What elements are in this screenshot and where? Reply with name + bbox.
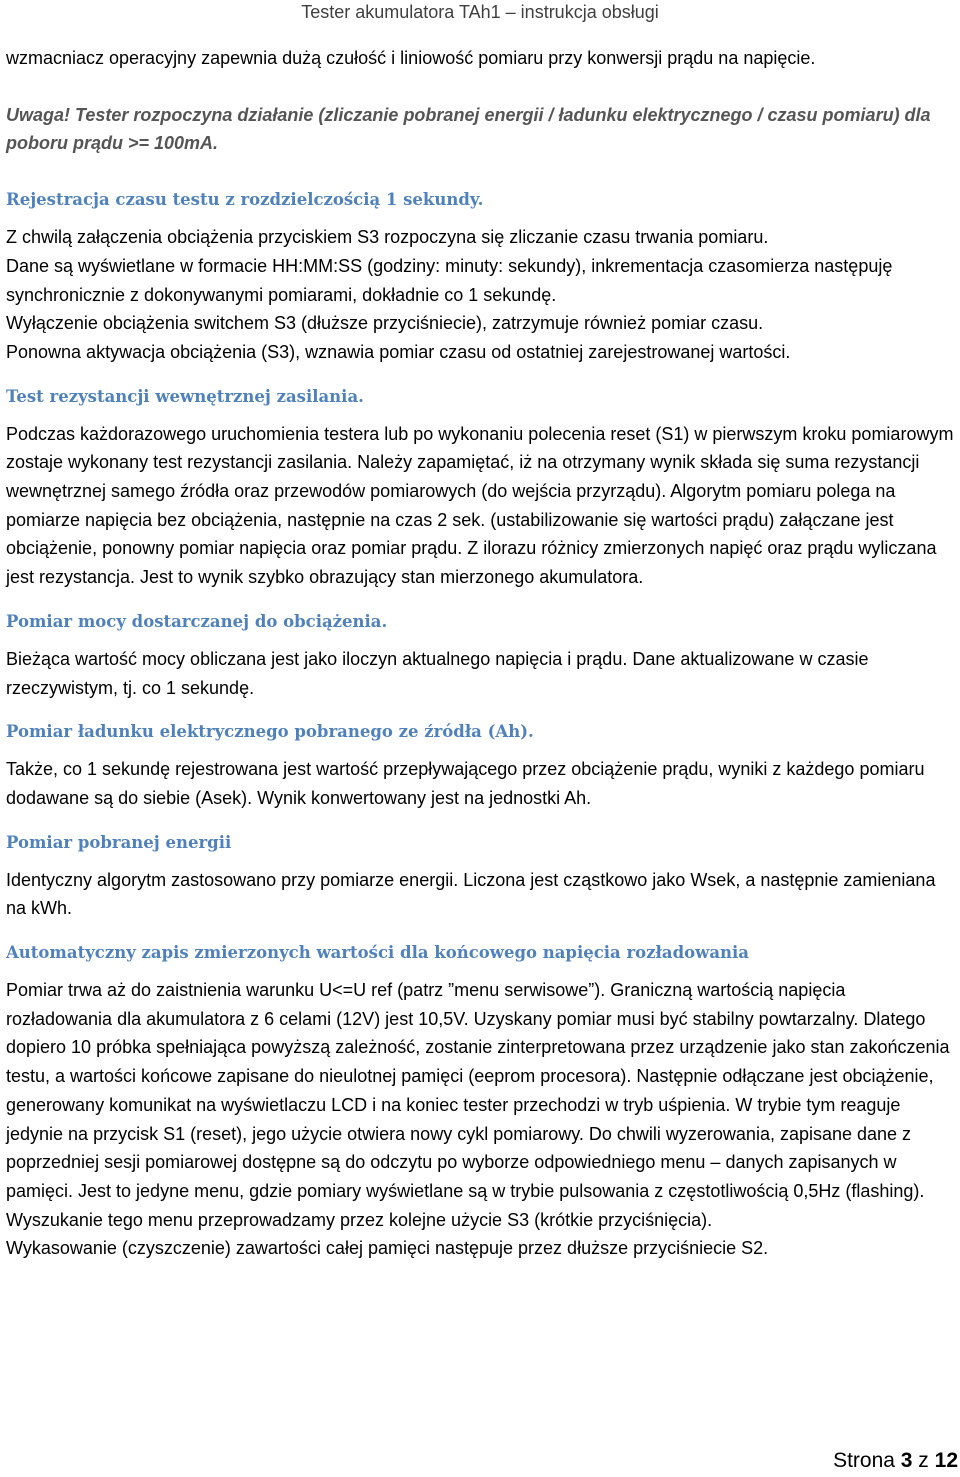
page-number-separator: z bbox=[912, 1449, 935, 1472]
section-energy bbox=[6, 829, 954, 923]
section-resistance bbox=[6, 383, 954, 592]
paragraph: Podczas każdorazowego uruchomienia testera lub po wykonaniu polecenia reset (S1) w pierwszym kroku pomiarowym zostaje wykonany test rezystancji zasilania. Należy zapamiętać, iż na otrzymany wynik składa się suma rezystancji wewnętrznej samego źródła oraz przewodów pomiarowych (do wejścia przyrządu). Algorytm pomiaru polega na pomiarze napięcia bez obciążenia, następnie na czas 2 sek. (ustabilizowanie się wartości prądu) załączane jest obciążenie, ponowny pomiar napięcia oraz pomiar prądu. Z ilorazu różnicy zmierzonych napięć oraz prądu wyliczana jest rezystancja. Jest to wynik szybko obrazujący stan mierzonego akumulatora. bbox=[6, 423, 954, 588]
page-content bbox=[6, 44, 954, 1263]
paragraph: Bieżąca wartość mocy obliczana jest jako iloczyn aktualnego napięcia i prądu. Dane aktualizowane w czasie rzeczywistym, tj. co 1 sekundę. bbox=[6, 648, 869, 698]
section-heading: Pomiar ładunku elektrycznego pobranego ze źródła (Ah). bbox=[6, 722, 534, 742]
section-heading: Pomiar pobranej energii bbox=[6, 832, 232, 852]
paragraph: Także, co 1 sekundę rejestrowana jest wartość przepływającego przez obciążenie prądu, wyniki z każdego pomiaru dodawane są do siebie (Asek). Wynik konwertowany jest na jednostki Ah. bbox=[6, 759, 925, 808]
total-pages: 12 bbox=[934, 1449, 958, 1472]
paragraph: Wyłączenie obciążenia switchem S3 (dłuższe przyciśniecie), zatrzymuje również pomiar czasu. bbox=[6, 313, 764, 334]
section-autosave bbox=[6, 939, 954, 1263]
page-header: Tester akumulatora TAh1 – instrukcja obsługi bbox=[301, 2, 659, 22]
page-number-prefix: Strona bbox=[833, 1449, 901, 1472]
paragraph: Pomiar trwa aż do zaistnienia warunku U<=U ref (patrz ”menu serwisowe”). Graniczną wartością napięcia rozładowania dla akumulatora z 6 celami (12V) jest 10,5V. Uzyskany pomiar musi być stabilny powtarzalny. Dlatego dopiero 10 próbka spełniająca powyższą zależność, zostanie zinterpretowana przez urządzenie jako stan zakończenia testu, a wartości końcowe zapisane do nieulotnej pamięci (eeprom procesora). Następnie odłączane jest obciążenie, generowany komunikat na wyświetlaczu LCD i na koniec tester przechodzi w tryb uśpienia. W trybie tym reaguje jedynie na przycisk S1 (reset), jego użycie otwiera nowy cykl pomiarowy. Do chwili wyzerowania, zapisane dane z poprzedniej sesji pomiarowej dostępne są do odczytu po wyborze odpowiedniego menu – danych zapisanych w pamięci. Jest to jedyne menu, gdzie pomiary wyświetlane są w trybie pulsowania z częstotliwością 0,5Hz (flashing). Wyszukanie tego menu przeprowadzamy przez kolejne użycie S3 (krótkie przyciśnięcia). bbox=[6, 980, 950, 1230]
section-power bbox=[6, 608, 954, 702]
paragraph: Wykasowanie (czyszczenie) zawartości całej pamięci następuje przez dłuższe przyciśniecie S2. bbox=[6, 1238, 769, 1259]
page-number bbox=[833, 1449, 958, 1473]
paragraph: Ponowna aktywacja obciążenia (S3), wznawia pomiar czasu od ostatniej zarejestrowanej wartości. bbox=[6, 341, 791, 362]
paragraph: Identyczny algorytm zastosowano przy pomiarze energii. Liczona jest cząstkowo jako Wsek, a następnie zamieniana na kWh. bbox=[6, 869, 936, 919]
paragraph: Dane są wyświetlane w formacie HH:MM:SS (godziny: minuty: sekundy), inkrementacja czasomierza następuję synchronicznie z dokonywanymi pomiarami, dokładnie co 1 sekundę. bbox=[6, 255, 893, 305]
section-heading: Pomiar mocy dostarczanej do obciążenia. bbox=[6, 611, 388, 631]
section-heading: Test rezystancji wewnętrznej zasilania. bbox=[6, 386, 364, 406]
section-charge bbox=[6, 718, 954, 812]
paragraph: Z chwilą załączenia obciążenia przyciskiem S3 rozpoczyna się zliczanie czasu trwania pomiaru. bbox=[6, 227, 769, 248]
section-time bbox=[6, 186, 954, 367]
section-heading: Automatyczny zapis zmierzonych wartości dla końcowego napięcia rozładowania bbox=[6, 943, 749, 963]
intro-paragraph: wzmacniacz operacyjny zapewnia dużą czułość i liniowość pomiaru przy konwersji prądu na napięcie. bbox=[6, 48, 816, 68]
warning-paragraph: Uwaga! Tester rozpoczyna działanie (zliczanie pobranej energii / ładunku elektrycznego / czasu pomiaru) dla poboru prądu >= 100mA. bbox=[6, 104, 931, 154]
section-heading: Rejestracja czasu testu z rozdzielczością 1 sekundy. bbox=[6, 190, 484, 210]
current-page: 3 bbox=[900, 1449, 913, 1472]
